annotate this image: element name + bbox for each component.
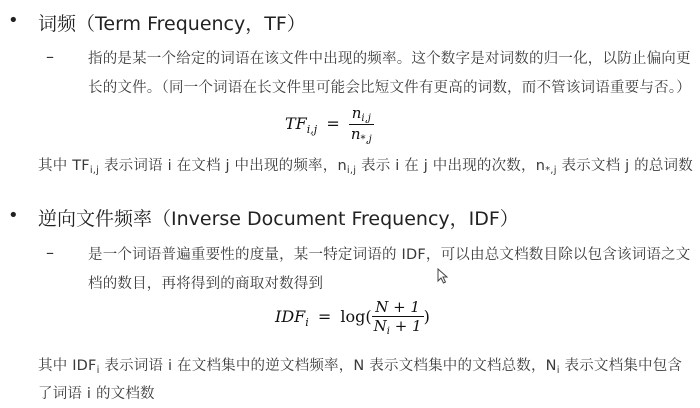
idf-formula: [275, 298, 430, 337]
idf-bullet: •: [8, 205, 19, 226]
tf-formula: [285, 104, 374, 145]
tf-dash: –: [46, 47, 54, 66]
tf-definition-line1: 指的是某一个给定的词语在该文件中出现的频率。这个数字是对词数的归一化，以防止偏向更: [88, 51, 691, 67]
idf-formula-eq: =: [317, 307, 332, 326]
tf-heading: 词频（Term Frequency，TF）: [38, 13, 306, 35]
idf-heading: 逆向文件频率（Inverse Document Frequency，IDF）: [38, 208, 519, 230]
tf-formula-lhs: $TF_{i,j}$: [285, 114, 318, 136]
tf-definition-line2: 长的文件。（同一个词语在长文件里可能会比短文件有更高的词数，而不管该词语重要与否。）: [88, 80, 691, 96]
idf-explanation-line1: 其中 $IDF_i$ 表示词语 i 在文档集中的逆文档频率，N 表示文档集中的文档总数，$N_i$ 表示文档集中包含: [38, 358, 683, 376]
idf-formula-log: log(: [340, 307, 372, 326]
idf-formula-fraction: $\frac{N + 1}{N_i + 1}$: [373, 298, 422, 337]
idf-definition-line1: 是一个词语普遍重要性的度量，某一特定词语的 IDF，可以由总文档数目除以包含该词语之文: [88, 247, 691, 263]
idf-formula-lhs: $IDF_i$: [275, 307, 309, 329]
tf-formula-fraction: $\frac{n_{i,j}}{n_{*,j}}$: [350, 104, 372, 145]
idf-formula-close: ): [423, 307, 430, 326]
mouse-cursor-icon: [437, 268, 449, 284]
idf-explanation-line2: 了词语 i 的文档数: [38, 386, 155, 402]
tf-explanation: 其中 $TF_{i,j}$ 表示词语 i 在文档 j 中出现的频率，$n_{i,j}$ 表示 i 在 j 中出现的次数，$n_{*,j}$ 表示文档 j 的总词数: [38, 158, 693, 176]
idf-dash: –: [46, 243, 54, 262]
tf-formula-eq: =: [326, 114, 340, 133]
tf-bullet: •: [8, 10, 19, 31]
idf-definition-line2: 档的数目，再将得到的商取对数得到: [88, 276, 324, 292]
